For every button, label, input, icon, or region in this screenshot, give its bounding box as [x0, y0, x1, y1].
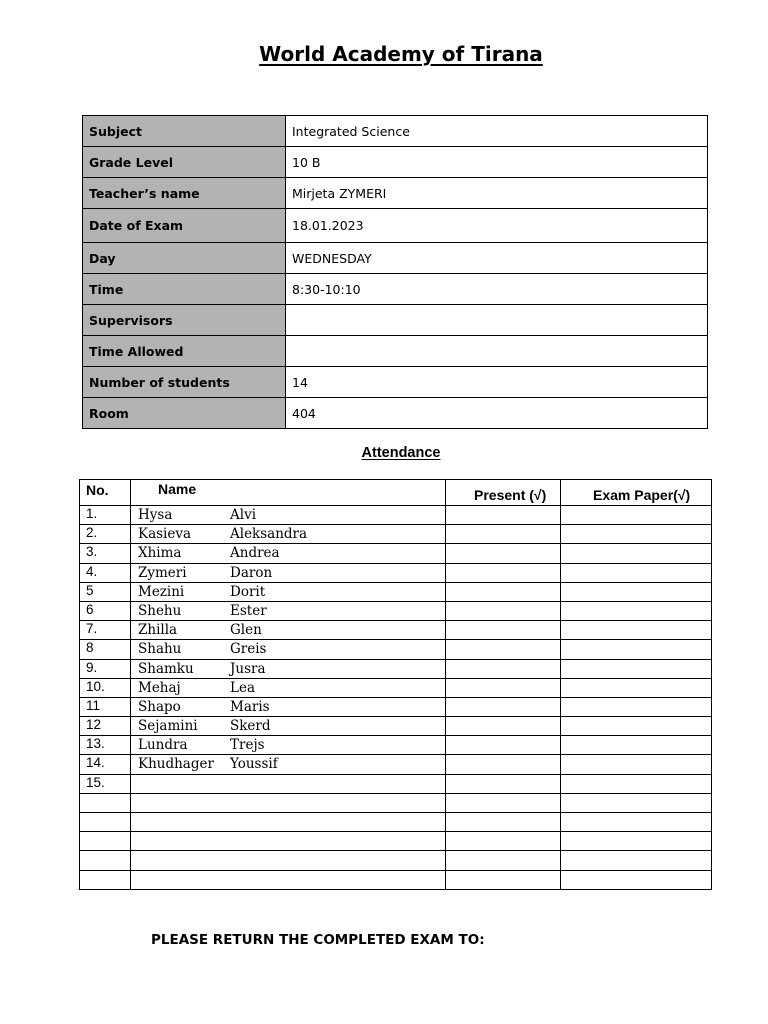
student-number: 1. [80, 506, 131, 525]
present-cell[interactable] [446, 678, 561, 697]
attendance-row [80, 717, 712, 736]
student-first-name: Maris [230, 698, 270, 715]
info-row [83, 367, 708, 398]
present-cell[interactable] [446, 717, 561, 736]
student-number: 13. [80, 736, 131, 755]
exam-paper-cell[interactable] [561, 755, 712, 774]
present-cell[interactable] [446, 851, 561, 870]
info-label: Date of Exam [83, 209, 286, 243]
student-number: 15. [80, 774, 131, 793]
exam-paper-cell[interactable] [561, 793, 712, 812]
student-number [80, 793, 131, 812]
present-cell[interactable] [446, 870, 561, 889]
exam-paper-cell[interactable] [561, 717, 712, 736]
return-instruction: PLEASE RETURN THE COMPLETED EXAM TO: [151, 932, 485, 948]
student-surname: Hysa [138, 507, 173, 523]
student-first-name: Alvi [230, 507, 257, 523]
student-name [131, 736, 446, 755]
student-surname: Zymeri [138, 564, 187, 581]
info-row [83, 274, 708, 305]
student-number: 6 [80, 601, 131, 620]
student-first-name: Jusra [230, 660, 266, 677]
student-surname: Sejamini [138, 718, 198, 735]
exam-paper-cell[interactable] [561, 640, 712, 659]
student-name [131, 544, 446, 563]
info-row [83, 178, 708, 209]
info-label: Subject [83, 116, 286, 147]
info-label: Grade Level [83, 147, 286, 178]
student-name [131, 601, 446, 620]
present-cell[interactable] [446, 506, 561, 525]
info-label: Number of students [83, 367, 286, 398]
info-row [83, 243, 708, 274]
student-name [131, 621, 446, 640]
present-cell[interactable] [446, 774, 561, 793]
attendance-row [80, 813, 712, 832]
exam-paper-cell[interactable] [561, 813, 712, 832]
present-cell[interactable] [446, 755, 561, 774]
info-row [83, 116, 708, 147]
present-cell[interactable] [446, 697, 561, 716]
student-surname: Kasieva [138, 526, 192, 543]
student-number [80, 870, 131, 889]
student-number: 4. [80, 563, 131, 582]
student-number: 2. [80, 525, 131, 544]
student-number [80, 813, 131, 832]
student-first-name: Dorit [230, 583, 266, 600]
attendance-row [80, 525, 712, 544]
student-name [131, 525, 446, 544]
student-name [131, 851, 446, 870]
attendance-row [80, 678, 712, 697]
attendance-row [80, 640, 712, 659]
attendance-row [80, 563, 712, 582]
attendance-header-row [80, 480, 712, 506]
student-surname: Shehu [138, 602, 182, 619]
document-title: World Academy of Tirana [259, 42, 543, 66]
present-cell[interactable] [446, 813, 561, 832]
student-name [131, 755, 446, 774]
student-first-name: Andrea [230, 545, 280, 562]
student-surname: Shamku [138, 660, 194, 677]
student-number: 8 [80, 640, 131, 659]
header-present: Present (√) [446, 480, 561, 506]
info-value: 14 [286, 367, 708, 398]
exam-paper-cell[interactable] [561, 870, 712, 889]
info-row [83, 147, 708, 178]
info-row [83, 209, 708, 243]
present-cell[interactable] [446, 563, 561, 582]
student-name [131, 659, 446, 678]
header-exam-paper: Exam Paper(√) [561, 480, 712, 506]
student-first-name: Aleksandra [230, 526, 308, 543]
info-value [286, 336, 708, 367]
attendance-row [80, 582, 712, 601]
present-cell[interactable] [446, 640, 561, 659]
student-first-name: Lea [230, 679, 256, 696]
attendance-row [80, 736, 712, 755]
student-number: 3. [80, 544, 131, 563]
student-name [131, 774, 446, 793]
present-cell[interactable] [446, 832, 561, 851]
exam-paper-cell[interactable] [561, 563, 712, 582]
present-cell[interactable] [446, 736, 561, 755]
exam-paper-cell[interactable] [561, 736, 712, 755]
exam-paper-cell[interactable] [561, 678, 712, 697]
student-name [131, 832, 446, 851]
student-name [131, 678, 446, 697]
exam-paper-cell[interactable] [561, 774, 712, 793]
info-row [83, 398, 708, 429]
student-surname: Zhilla [138, 622, 178, 639]
student-first-name: Skerd [230, 718, 271, 735]
exam-paper-cell[interactable] [561, 601, 712, 620]
student-surname: Shapo [138, 698, 181, 715]
info-value: WEDNESDAY [286, 243, 708, 274]
attendance-row [80, 506, 712, 525]
student-first-name: Ester [230, 602, 267, 619]
student-surname: Khudhager [138, 756, 214, 773]
student-number: 5 [80, 582, 131, 601]
student-number: 14. [80, 755, 131, 774]
attendance-table [79, 479, 712, 890]
present-cell[interactable] [446, 582, 561, 601]
student-surname: Shahu [138, 641, 182, 658]
attendance-row [80, 755, 712, 774]
present-cell[interactable] [446, 525, 561, 544]
info-value: 404 [286, 398, 708, 429]
exam-paper-cell[interactable] [561, 582, 712, 601]
student-number: 9. [80, 659, 131, 678]
info-label: Supervisors [83, 305, 286, 336]
present-cell[interactable] [446, 659, 561, 678]
info-value: Mirjeta ZYMERI [286, 178, 708, 209]
exam-paper-cell[interactable] [561, 621, 712, 640]
info-label: Teacher’s name [83, 178, 286, 209]
info-value: 10 B [286, 147, 708, 178]
info-value: 18.01.2023 [286, 209, 708, 243]
student-name [131, 717, 446, 736]
attendance-row [80, 870, 712, 889]
student-name [131, 793, 446, 812]
attendance-row [80, 774, 712, 793]
student-first-name: Glen [230, 622, 262, 639]
student-first-name: Trejs [230, 737, 265, 754]
student-number: 7. [80, 621, 131, 640]
exam-paper-cell[interactable] [561, 544, 712, 563]
student-number: 12 [80, 717, 131, 736]
student-name [131, 870, 446, 889]
present-cell[interactable] [446, 544, 561, 563]
student-number: 10. [80, 678, 131, 697]
attendance-row [80, 601, 712, 620]
student-first-name: Youssif [230, 756, 278, 773]
present-cell[interactable] [446, 601, 561, 620]
exam-info-table [82, 115, 708, 429]
student-number [80, 851, 131, 870]
student-name [131, 813, 446, 832]
header-name: Name [131, 480, 446, 506]
attendance-row [80, 793, 712, 812]
info-label: Room [83, 398, 286, 429]
info-value: Integrated Science [286, 116, 708, 147]
student-surname: Xhima [138, 545, 182, 562]
present-cell[interactable] [446, 793, 561, 812]
exam-paper-cell[interactable] [561, 525, 712, 544]
exam-paper-cell[interactable] [561, 832, 712, 851]
exam-paper-cell[interactable] [561, 506, 712, 525]
student-surname: Mezini [138, 583, 185, 600]
info-row [83, 336, 708, 367]
exam-paper-cell[interactable] [561, 697, 712, 716]
student-first-name: Daron [230, 564, 273, 581]
student-name [131, 563, 446, 582]
attendance-row [80, 659, 712, 678]
info-label: Day [83, 243, 286, 274]
attendance-row [80, 621, 712, 640]
student-surname: Mehaj [138, 679, 181, 696]
student-name [131, 697, 446, 716]
student-name [131, 640, 446, 659]
info-label: Time Allowed [83, 336, 286, 367]
info-value [286, 305, 708, 336]
present-cell[interactable] [446, 621, 561, 640]
student-first-name: Greis [230, 641, 267, 658]
student-name [131, 582, 446, 601]
header-no: No. [80, 480, 131, 506]
attendance-row [80, 544, 712, 563]
attendance-row [80, 832, 712, 851]
info-value: 8:30-10:10 [286, 274, 708, 305]
student-name [131, 506, 446, 525]
info-row [83, 305, 708, 336]
student-surname: Lundra [138, 737, 188, 754]
attendance-row [80, 851, 712, 870]
attendance-heading: Attendance [361, 445, 441, 461]
exam-paper-cell[interactable] [561, 851, 712, 870]
info-label: Time [83, 274, 286, 305]
exam-paper-cell[interactable] [561, 659, 712, 678]
student-number [80, 832, 131, 851]
attendance-row [80, 697, 712, 716]
student-number: 11 [80, 697, 131, 716]
